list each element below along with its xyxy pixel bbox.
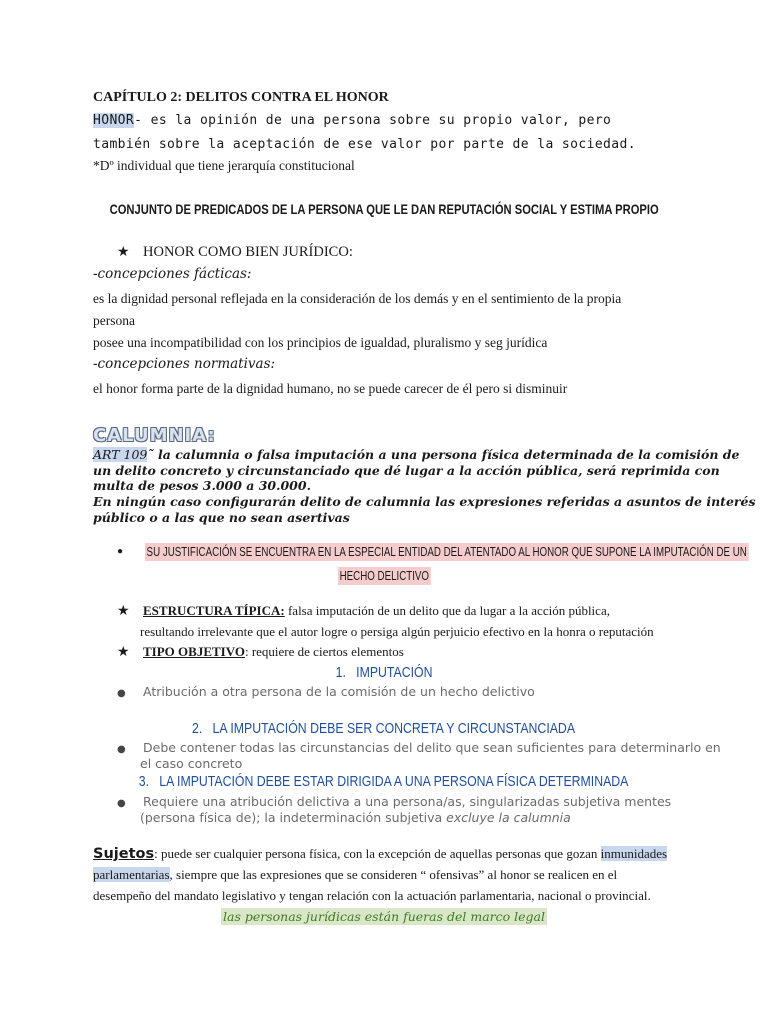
sujetos-line-1 (93, 846, 667, 862)
honor-definition-text-1: - es la opinión de una persona sobre su propio valor, pero (134, 113, 612, 128)
element-2-title-text: LA IMPUTACIÓN DEBE SER CONCRETA Y CIRCUNSTANCIADA (213, 720, 576, 737)
honor-definition-line-1 (93, 113, 611, 128)
element-3-title (139, 773, 629, 790)
sujetos-footer (0, 908, 768, 926)
normativas-line: el honor forma parte de la dignidad humano, no se puede carecer de él pero si disminuir (93, 381, 568, 396)
element-2-line-2: el caso concreto (140, 756, 243, 771)
sujetos-line-2 (93, 867, 617, 883)
facticas-label: -concepciones fácticas: (93, 266, 252, 282)
element-3-text-1: Requiere una atribución delictiva a una persona/as, singularizadas subjetiva mentes (143, 794, 672, 809)
element-1-title-text: IMPUTACIÓN (356, 664, 433, 681)
element-3-italic-tail: excluye la calumnia (446, 810, 571, 825)
justificacion-bullet-icon: ● (117, 546, 124, 557)
sujetos-text-2: , siempre que las expresiones que se consideren “ ofensivas” al honor se realicen en el (169, 867, 618, 882)
sujetos-line-3: desempeño del mandato legislativo y tengan relación con la actuación parlamentaria, nacional o provincial. (93, 888, 651, 903)
bullet-icon: ● (117, 798, 126, 809)
tipo-objetivo-item (117, 644, 404, 661)
calumnia-line-2: un delito concreto y circunstanciado que dé lugar a la acción pública, será reprimida con (93, 463, 720, 478)
chapter-title: CAPÍTULO 2: DELITOS CONTRA EL HONOR (93, 90, 389, 105)
element-3-number: 3. (139, 773, 150, 790)
element-3-line-2 (140, 810, 571, 825)
honor-bien-item (117, 244, 353, 261)
centered-heading (0, 201, 768, 217)
element-1-text: Atribución a otra persona de la comisión de un hecho delictivo (143, 684, 535, 699)
normativas-label: -concepciones normativas: (93, 356, 276, 372)
calumnia-line-1-text: ˜ la calumnia o falsa imputación a una persona física determinada de la comisión de (147, 447, 740, 462)
element-2-heading (0, 720, 768, 738)
bullet-icon: ● (117, 688, 126, 699)
estructura-text-2: resultando irrelevante que el autor logre o persiga algún perjuicio efectivo en la honra o reputación (140, 624, 654, 639)
estructura-label: ESTRUCTURA TÍPICA: (143, 603, 285, 618)
element-2-line-1 (117, 740, 721, 755)
calumnia-line-1 (93, 447, 740, 462)
element-1-line-1 (117, 684, 535, 699)
sujetos-label: Sujetos (93, 846, 155, 862)
element-1-heading (0, 664, 768, 682)
star-bullet-icon: ★ (117, 245, 130, 260)
centered-heading-text: CONJUNTO DE PREDICADOS DE LA PERSONA QUE LE DAN REPUTACIÓN SOCIAL Y ESTIMA PROPIO (109, 201, 659, 217)
element-1-title (336, 664, 433, 681)
element-2-title (193, 720, 576, 737)
honor-definition-line-2: también sobre la aceptación de ese valor por parte de la sociedad. (93, 137, 636, 152)
honor-term: HONOR (93, 113, 135, 128)
element-3-title-text: LA IMPUTACIÓN DEBE ESTAR DIRIGIDA A UNA PERSONA FÍSICA DETERMINADA (159, 773, 629, 790)
facticas-line-1: es la dignidad personal reflejada en la consideración de los demás y en el sentimiento de la propia (93, 291, 622, 306)
justificacion-line-2 (0, 567, 768, 585)
estructura-item (117, 603, 610, 620)
art-109: ART 109 (93, 447, 148, 462)
element-3-line-1 (117, 794, 671, 809)
honor-bien-title: HONOR COMO BIEN JURÍDICO: (143, 244, 353, 260)
element-2-number: 2. (192, 720, 203, 737)
bullet-icon: ● (117, 744, 126, 755)
calumnia-heading: CALUMNIA: (93, 425, 216, 446)
sujetos-highlight-1: inmunidades (600, 846, 668, 861)
tipo-objetivo-label: TIPO OBJETIVO (143, 644, 245, 659)
facticas-line-2: persona (93, 313, 135, 328)
element-3-text-2: (persona física de); la indeterminación subjetiva (140, 810, 443, 825)
estructura-text-1: falsa imputación de un delito que da lugar a la acción pública, (284, 603, 610, 618)
sujetos-highlight-2: parlamentarias (93, 867, 170, 882)
facticas-line-3: posee una incompatibilidad con los principios de igualdad, pluralismo y seg jurídica (93, 335, 548, 350)
justificacion-text-1: SU JUSTIFICACIÓN SE ENCUENTRA EN LA ESPECIAL ENTIDAD DEL ATENTADO AL HONOR QUE SUPONE LA IMPUTACIÓN DE UN (146, 545, 747, 559)
calumnia-line-4: En ningún caso configurarán delito de calumnia las expresiones referidas a asuntos de interés (93, 494, 756, 509)
sujetos-footer-text: las personas jurídicas están fueras del marco legal (223, 909, 545, 924)
tipo-objetivo-text: : requiere de ciertos elementos (244, 644, 404, 659)
sujetos-text-1: : puede ser cualquier persona física, con la excepción de aquellas personas que gozan (154, 846, 601, 861)
element-3-heading (0, 773, 768, 791)
constitutional-note: *Dº individual que tiene jerarquía constitucional (93, 158, 355, 173)
calumnia-line-3: multa de pesos 3.000 a 30.000. (93, 478, 311, 493)
star-bullet-icon: ★ (117, 645, 130, 660)
star-bullet-icon: ★ (117, 604, 130, 619)
element-1-number: 1. (335, 664, 346, 681)
calumnia-line-5: público o a las que no sean asertivas (93, 510, 350, 525)
justificacion-line-1 (145, 543, 768, 561)
element-2-text-1: Debe contener todas las circunstancias del delito que sean suficientes para determinarlo en (143, 740, 721, 755)
justificacion-text-2: HECHO DELICTIVO (339, 569, 429, 583)
